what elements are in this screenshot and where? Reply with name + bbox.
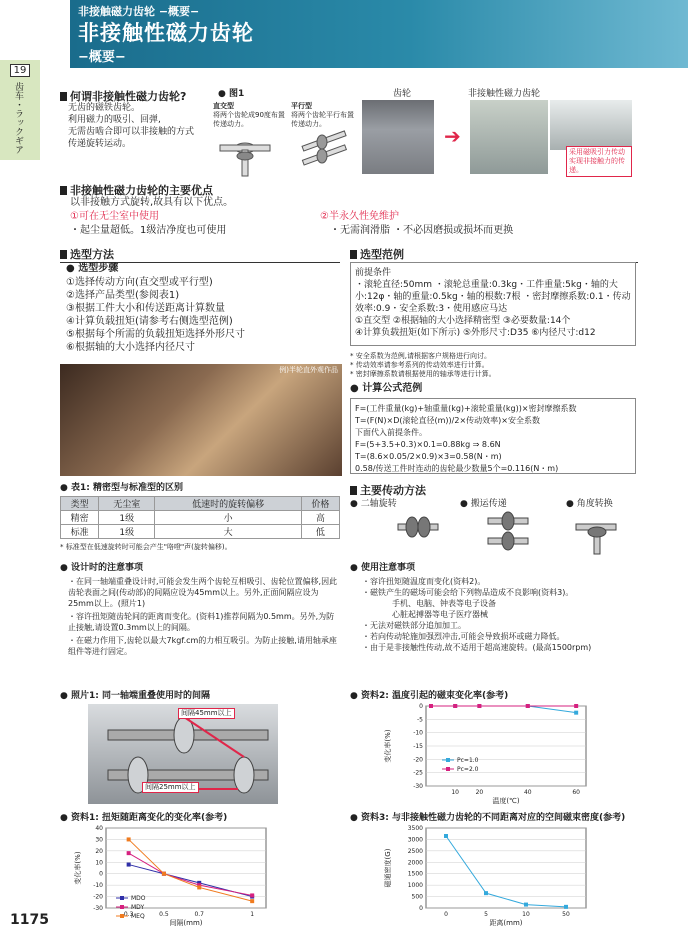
formula-title: ● 计算公式范例 xyxy=(350,383,423,394)
transmission-1: ● 二轴旋转 xyxy=(350,499,397,509)
steps-list: ①选择传动方向(直交型或平行型) ②选择产品类型(参阅表1) ③根据工件大小和传送距离计算数量 ④计算负载扭矩(请参考右侧选型范例) ⑤根据每个所需的负载扭矩选择外形尺寸 ⑥根据轴的大小选择内径尺寸 xyxy=(66,277,245,353)
photo-callout: 采用磁吸引力传动实现非接触力的传递。 xyxy=(566,146,632,177)
steps-title: ● 选型步骤 xyxy=(66,263,119,274)
example-heading: 选型范例 xyxy=(350,246,638,263)
side-tab[interactable] xyxy=(0,60,40,160)
y-tick-label: -15 xyxy=(413,743,423,750)
legend-label: Pc=1.0 xyxy=(457,757,479,764)
data-point xyxy=(564,905,568,909)
chart-svg xyxy=(382,702,592,806)
chart-svg xyxy=(72,824,272,928)
photo1-image: 间隔45mm以上 间隔25mm以上 xyxy=(88,704,278,804)
data-point xyxy=(574,711,578,715)
data-point xyxy=(127,863,131,867)
data3-title: ● 资料3: 与非接触性磁力齿轮的不同距离对应的空间磁束密度(参考) xyxy=(350,813,626,823)
page-header xyxy=(0,0,688,68)
y-tick-label: 0 xyxy=(99,870,103,878)
legend-label: MDO xyxy=(131,895,146,902)
adv2-title: ②半永久性免维护 xyxy=(320,211,399,222)
legend-marker xyxy=(446,767,450,771)
data-point xyxy=(526,704,530,708)
comparison-table xyxy=(60,496,340,539)
legend-label: MEQ xyxy=(131,913,145,920)
x-axis-label: 温度(℃) xyxy=(492,797,520,805)
data-point xyxy=(250,893,254,897)
y-tick-label: 3000 xyxy=(407,836,423,844)
x-tick-label: 1 xyxy=(250,911,255,918)
legend-label: Pc=2.0 xyxy=(457,766,479,773)
y-tick-label: 1500 xyxy=(407,870,423,878)
legend-marker xyxy=(446,758,450,762)
table-header-row: 类型 无尘室 低速时的旋转偏移 价格 xyxy=(61,497,340,511)
usage-list: ・容许扭矩随温度而变化(资料2)。 ・磁铁产生的磁场可能会给下列物品造成不良影响(资料3)。 手机、电脑、钟表等电子设备 心脏起搏器等电子医疗器械 ・无法对磁铁部分追加加工。 ・若向传动轮施加强烈冲击,可能会导致损坏或磁力降低。 ・由于是非接触性传动,故不适用于超高速旋转。(最高1500rpm) xyxy=(362,577,592,652)
legend-label: MDY xyxy=(131,904,145,911)
data-point xyxy=(127,851,131,855)
temperature-flux-chart xyxy=(382,702,592,806)
transmission-2: ● 搬运传递 xyxy=(460,499,507,509)
side-tab-number: 19 xyxy=(10,64,30,77)
example-box: 前提条件 ・滚轮直径:50mm ・滚轮总重量:0.3kg・工件重量:5kg・轴的大小:12φ・轴的重量:0.5kg・轴的根数:7根 ・密封摩擦系数:0.1・传动效率:0.9・安全系数:3・使用感应马达 ①直交型 ②根据轴的大小选择精密型 ③必要数量:14个 ④计算负载扭矩(如下所示) ⑤外形尺寸:D35 ⑥内径尺寸:d12 xyxy=(350,262,636,346)
selection-heading: 选型方法 xyxy=(60,246,340,263)
fig1-b: 平行型 将两个齿轮平行布置传递动力。 xyxy=(291,102,354,128)
usage-title: ● 使用注意事项 xyxy=(350,563,416,573)
design-list: ・在同一轴端重叠设计时,可能会发生两个齿轮互相吸引、齿轮位置偏移,因此齿轮表面之间(传动部)的间隔应设为45mm以上。另外,正面间隔应设为25mm以上。(照片1) ・容许扭矩随齿轮间的距离而变化。(资料1)推荐间隔为0.5mm。另外,为防止接触,请设置0.3mm以上的间隔。 ・在磁力作用下,齿轮以最大7kgf.cm的力相互吸引。为防止接触,请用轴承座组件等进行固定。 xyxy=(68,577,338,656)
page-number: 1175 xyxy=(10,912,49,928)
intro-question: 何谓非接触性磁力齿轮? xyxy=(60,88,186,104)
photo-gear-label: 齿轮 xyxy=(393,89,412,99)
data-point xyxy=(197,885,201,889)
data-point xyxy=(162,872,166,876)
data-point xyxy=(429,704,433,708)
data-point xyxy=(250,899,254,903)
x-axis-label: 距离(mm) xyxy=(489,919,523,927)
y-tick-label: 30 xyxy=(95,836,103,844)
y-tick-label: 1000 xyxy=(407,882,423,890)
y-tick-label: -30 xyxy=(93,905,103,912)
table1-note: * 标准型在低速旋转时可能会产生"咯噔"声(旋转偏移)。 xyxy=(60,543,232,551)
design-title: ● 设计时的注意事项 xyxy=(60,563,144,573)
x-tick-label: 10 xyxy=(451,789,460,796)
x-tick-label: 0.3 xyxy=(123,911,134,918)
data-point xyxy=(453,704,457,708)
y-tick-label: 2000 xyxy=(407,859,423,867)
example-notes: * 安全系数为范例,请根据客户规格进行向讨。 * 传动效率请参考系列的传动效率进行计算。 * 密封摩擦系数请根据使用的轴承等进行计算。 xyxy=(350,352,496,378)
x-tick-label: 0.7 xyxy=(194,911,205,918)
x-tick-label: 5 xyxy=(484,911,488,918)
y-tick-label: -20 xyxy=(413,756,423,764)
x-tick-label: 10 xyxy=(522,911,530,918)
y-tick-label: 500 xyxy=(411,893,423,901)
adv1-text: ・起尘量超低。1级洁净度也可使用 xyxy=(70,225,227,236)
data1-title: ● 资料1: 扭矩随距离变化的变化率(参考) xyxy=(60,813,228,823)
plot-area xyxy=(426,828,586,908)
gear-photo xyxy=(362,100,434,174)
y-tick-label: 40 xyxy=(95,825,103,832)
y-tick-label: -5 xyxy=(417,716,423,724)
transmission-illustration xyxy=(390,510,640,556)
formula-box: F=(工件重量(kg)+轴重量(kg)+滚轮重量(kg))×密封摩擦系数 T=(F(N)×D(滚轮直径(m))/2×传动效率)×安全系数 下面代入前提条件。 F=(5+3.5+0.3)×0.1=0.88kg ⇒ 8.6N T=(8.6×0.05/2×0.9)×3=0.58(N・m) 0.58/传送工件时连动的齿轮最少数量5个=0.116(N・m) xyxy=(350,398,636,474)
y-tick-label: -25 xyxy=(413,769,423,777)
x-tick-label: 20 xyxy=(475,789,484,796)
y-tick-label: 0 xyxy=(419,703,423,710)
chart-svg xyxy=(382,824,592,928)
transmission-heading: 主要传动方法 xyxy=(350,482,426,498)
transmission-3: ● 角度转换 xyxy=(566,499,613,509)
adv1-title: ①可在无尘室中使用 xyxy=(70,211,159,222)
data-point xyxy=(484,891,488,895)
x-tick-label: 50 xyxy=(562,911,570,918)
x-tick-label: 60 xyxy=(572,789,580,796)
advantages-lead: 以非接触方式旋转,故具有以下优点。 xyxy=(70,197,234,208)
x-tick-label: 0.5 xyxy=(159,911,169,918)
y-axis-label: 变化率(%) xyxy=(74,851,82,885)
data-point xyxy=(127,837,131,841)
x-tick-label: 0 xyxy=(444,911,448,918)
advantages-heading: 非接触性磁力齿轮的主要优点 xyxy=(60,182,213,198)
y-tick-label: 3500 xyxy=(407,825,423,832)
adv2-text: ・无需润滑脂 ・不必因磨损或损坏而更换 xyxy=(330,225,514,236)
intro-text: 无齿的磁铁齿轮。 利用磁力的吸引、回弹, 无需齿啮合即可以非接触的方式 传递旋转运动。 xyxy=(68,103,195,149)
y-tick-label: 0 xyxy=(419,905,423,912)
selection-photo: 例)半轮直外观作品 xyxy=(60,364,342,476)
y-tick-label: -20 xyxy=(93,893,103,901)
table-row: 精密 1级 小 高 xyxy=(61,511,340,525)
table-row: 标准 1级 大 低 xyxy=(61,525,340,539)
data-point xyxy=(444,834,448,838)
y-tick-label: 2500 xyxy=(407,847,423,855)
fig1-illustration xyxy=(210,128,360,180)
fig1-a: 直交型 将两个齿轮成90度布置传递动力。 xyxy=(213,102,285,128)
table1-title: ● 表1: 精密型与标准型的区别 xyxy=(60,483,183,493)
y-axis-label: 变化率(%) xyxy=(384,729,392,763)
torque-distance-chart xyxy=(72,824,272,928)
x-axis-label: 间隔(mm) xyxy=(169,919,203,927)
side-tab-label: 齿车・ラックギア xyxy=(13,82,23,154)
page-subtitle: −概要− xyxy=(78,50,126,65)
magnet-gear-photo xyxy=(470,100,548,174)
legend-marker xyxy=(120,914,124,918)
magnet-gear-closeup xyxy=(550,100,632,150)
legend-marker xyxy=(120,905,124,909)
y-tick-label: 10 xyxy=(95,859,103,867)
data-point xyxy=(574,704,578,708)
y-tick-label: -10 xyxy=(93,882,103,890)
data-point xyxy=(477,704,481,708)
x-tick-label: 40 xyxy=(523,789,532,796)
y-axis-label: 磁通密度(G) xyxy=(384,848,392,888)
page-title: 非接触性磁力齿轮 xyxy=(78,21,254,45)
arrow-icon: ➔ xyxy=(444,124,461,148)
y-tick-label: -10 xyxy=(413,729,423,737)
y-tick-label: -30 xyxy=(413,783,423,790)
photo-magnet-label: 非接触性磁力齿轮 xyxy=(468,89,541,99)
header-category: 非接触磁力齿轮 −概要− xyxy=(78,5,200,18)
flux-density-chart xyxy=(382,824,592,928)
photo1-title: ● 照片1: 同一轴端重叠使用时的间隔 xyxy=(60,691,210,701)
fig1-label: ● 图1 xyxy=(218,89,245,99)
data-point xyxy=(524,903,528,907)
data2-title: ● 资料2: 温度引起的磁束变化率(参考) xyxy=(350,691,509,701)
legend-marker xyxy=(120,896,124,900)
y-tick-label: 20 xyxy=(95,847,103,855)
